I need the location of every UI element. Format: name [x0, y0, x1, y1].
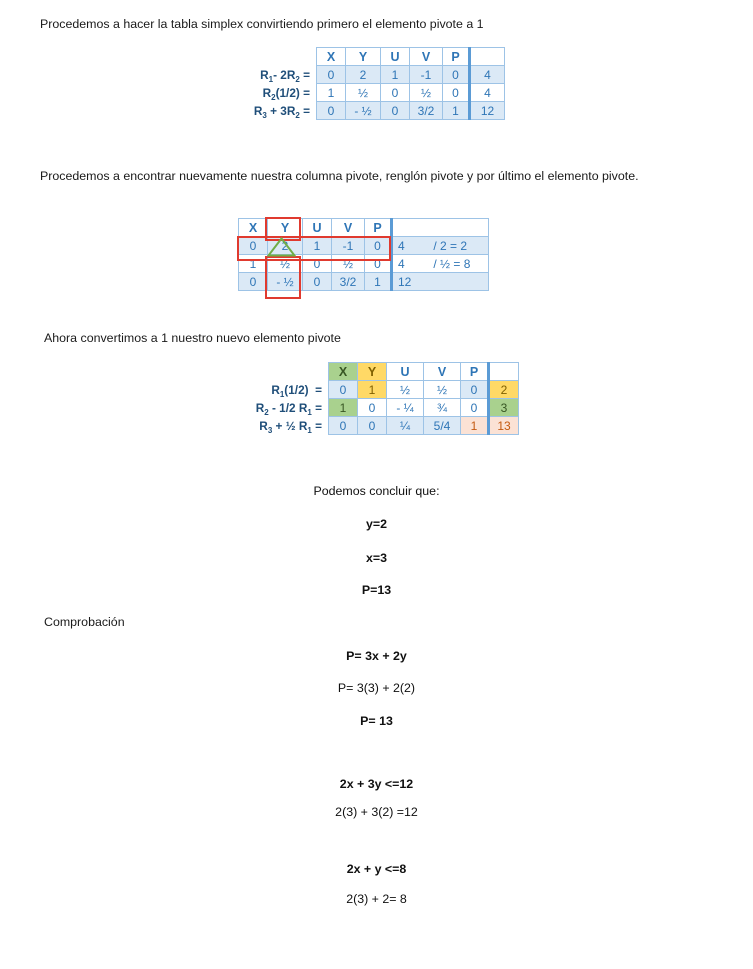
t3-row-label-2: $R_2 - 1/2$ $R_1$ =	[255, 400, 322, 417]
table-row	[239, 273, 489, 291]
t3-r2-c2: 0	[358, 399, 387, 417]
t3-h-rhs	[489, 363, 519, 381]
simplex-table-3	[215, 362, 519, 435]
table-1-header-row	[205, 48, 505, 66]
t1-r2-c1: 1	[317, 84, 346, 102]
t3-r1-c2: 1	[358, 381, 387, 399]
constraint1-formula: 2x + 3y <=12	[339, 777, 414, 791]
t2-r2-rhs-value: 4	[398, 256, 405, 271]
table-row	[215, 417, 519, 435]
t3-r1-c5: 0	[461, 381, 489, 399]
t1-h-x: X	[317, 48, 346, 66]
t3-r3-c1: 0	[329, 417, 358, 435]
table-1	[205, 47, 505, 120]
t2-r2-rhs	[392, 255, 489, 273]
t1-r3-c4: 3/2	[410, 102, 443, 120]
t2-h-x: X	[239, 219, 268, 237]
objective-formula: P= 3x + 2y	[346, 649, 407, 663]
t1-r3-c1: 0	[317, 102, 346, 120]
t1-r3-c2: - ½	[346, 102, 381, 120]
t3-h-v: V	[424, 363, 461, 381]
conclusion-heading: Podemos concluir que:	[313, 484, 440, 498]
t2-r1-c2-pivot: 2	[268, 237, 303, 255]
t1-r1-c3: 1	[381, 66, 410, 84]
t2-h-v: V	[332, 219, 365, 237]
table-2-header-row	[239, 219, 489, 237]
t1-r2-c3: 0	[381, 84, 410, 102]
t1-r1-c2: 2	[346, 66, 381, 84]
t1-h-p: P	[443, 48, 470, 66]
t3-row-label-3: $R_3$ + ½ $R_1$ =	[259, 418, 322, 435]
t2-r3-rhs-value: 12	[398, 274, 412, 289]
t2-r3-c3: 0	[303, 273, 332, 291]
table-row	[215, 381, 519, 399]
t2-r2-c4: ½	[332, 255, 365, 273]
t2-r2-ratio: / ½ = 8	[433, 256, 471, 271]
t3-r3-c4: 5/4	[424, 417, 461, 435]
simplex-table-1	[205, 47, 505, 120]
t3-r2-c5: 0	[461, 399, 489, 417]
conclusion-y: y=2	[365, 517, 388, 531]
objective-result: P= 13	[360, 714, 393, 728]
t3-h-x: X	[329, 363, 358, 381]
paragraph-intro-2: Procedemos a encontrar nuevamente nuestra columna pivote, renglón pivote y por último el elemento pivote.	[40, 169, 639, 183]
t1-row-label-1: $R_1-$ $2R_2$ =	[260, 67, 310, 84]
t3-h-u: U	[387, 363, 424, 381]
t1-r1-c4: -1	[410, 66, 443, 84]
t2-r1-ratio: / 2 = 2	[433, 238, 468, 253]
t2-r1-rhs	[392, 237, 489, 255]
t1-r2-c5: 0	[443, 84, 470, 102]
t1-r2-c2: ½	[346, 84, 381, 102]
t1-h-v: V	[410, 48, 443, 66]
t2-r1-c4: -1	[332, 237, 365, 255]
t2-h-p: P	[365, 219, 392, 237]
t3-r3-rhs: 13	[489, 417, 519, 435]
objective-substitution: P= 3(3) + 2(2)	[337, 681, 416, 695]
t3-r2-c3: - ¼	[387, 399, 424, 417]
t2-r1-c1: 0	[239, 237, 268, 255]
t2-r2-c2: ½	[268, 255, 303, 273]
t2-h-u: U	[303, 219, 332, 237]
t1-r1-rhs: 4	[470, 66, 505, 84]
t1-r1-c1: 0	[317, 66, 346, 84]
t3-h-y: Y	[358, 363, 387, 381]
constraint1-substitution: 2(3) + 3(2) =12	[335, 805, 418, 819]
t2-r2-c5: 0	[365, 255, 392, 273]
table-2	[238, 218, 489, 291]
t3-r1-c4: ½	[424, 381, 461, 399]
table-row	[239, 255, 489, 273]
t3-r3-c5: 1	[461, 417, 489, 435]
paragraph-intro-3: Ahora convertimos a 1 nuestro nuevo elemento pivote	[44, 331, 341, 345]
table-3	[215, 362, 519, 435]
conclusion-x: x=3	[365, 551, 388, 565]
t2-r2-c1: 1	[239, 255, 268, 273]
table-row	[239, 237, 489, 255]
table-row	[205, 84, 505, 102]
t2-r3-c4: 3/2	[332, 273, 365, 291]
t2-h-y: Y	[268, 219, 303, 237]
t2-h-rhs	[392, 219, 489, 237]
t3-row-label-1: $R_1(1/2)$ =	[271, 382, 322, 399]
t2-r1-c5: 0	[365, 237, 392, 255]
paragraph-intro-1: Procedemos a hacer la tabla simplex convirtiendo primero el elemento pivote a 1	[40, 17, 484, 31]
t1-r3-c5: 1	[443, 102, 470, 120]
t2-r3-c5: 1	[365, 273, 392, 291]
t1-h-rhs	[470, 48, 505, 66]
simplex-table-2	[238, 218, 489, 291]
t1-r3-rhs: 12	[470, 102, 505, 120]
t1-h-y: Y	[346, 48, 381, 66]
table-row	[215, 399, 519, 417]
t3-r3-c2: 0	[358, 417, 387, 435]
t1-r2-rhs: 4	[470, 84, 505, 102]
t2-r1-c3: 1	[303, 237, 332, 255]
table-row	[205, 102, 505, 120]
t1-row-label-2: $R_2(1/2)$ =	[262, 85, 310, 102]
t3-r2-rhs: 3	[489, 399, 519, 417]
t3-h-p: P	[461, 363, 489, 381]
t3-r2-c4: ¾	[424, 399, 461, 417]
t2-r1-rhs-value: 4	[398, 238, 405, 253]
t3-r2-c1: 1	[329, 399, 358, 417]
constraint2-substitution: 2(3) + 2= 8	[346, 892, 407, 906]
t2-r3-c2: - ½	[268, 273, 303, 291]
table-3-header-row	[215, 363, 519, 381]
t3-r1-c3: ½	[387, 381, 424, 399]
t3-r1-c1: 0	[329, 381, 358, 399]
t1-r3-c3: 0	[381, 102, 410, 120]
t2-r2-c3: 0	[303, 255, 332, 273]
t1-row-label-3: $R_3 + 3R_2$ =	[253, 103, 310, 120]
t2-r3-c1: 0	[239, 273, 268, 291]
t1-r1-c5: 0	[443, 66, 470, 84]
t3-r1-rhs: 2	[489, 381, 519, 399]
t3-r3-c3: ¼	[387, 417, 424, 435]
constraint2-formula: 2x + y <=8	[346, 862, 407, 876]
t1-r2-c4: ½	[410, 84, 443, 102]
t2-r3-rhs	[392, 273, 489, 291]
t1-h-u: U	[381, 48, 410, 66]
verification-heading: Comprobación	[44, 615, 125, 629]
table-row	[205, 66, 505, 84]
conclusion-p: P=13	[361, 583, 392, 597]
